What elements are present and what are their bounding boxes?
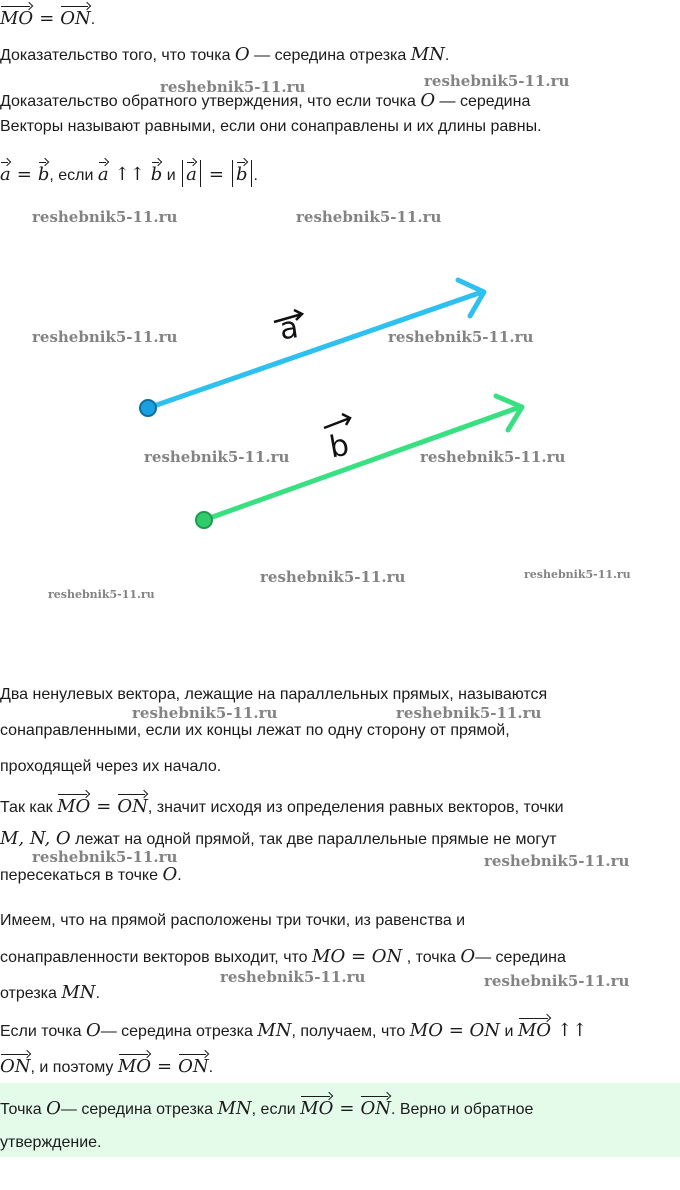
codirected-line-2: сонаправленными, если их концы лежат по одну сторону от прямой,	[0, 722, 510, 739]
conclusion-line-2: утверждение.	[0, 1134, 102, 1151]
watermark: reshebnik5-11.ru	[396, 704, 542, 722]
watermark: reshebnik5-11.ru	[420, 448, 566, 466]
vector-on: ON	[60, 4, 91, 30]
since-line-1: Так как MO = ON, значит исходя из определения равных векторов, точки	[0, 792, 564, 819]
have-line-2: сонаправленности векторов выходит, что MO = ON , точка O— середина	[0, 946, 566, 967]
proof-heading-2: Доказательство обратного утверждения, что если точка O — середина	[0, 90, 531, 111]
watermark: reshebnik5-11.ru	[388, 328, 534, 346]
vector-b-label: b	[326, 427, 352, 466]
top-vector-equation: MO = ON.	[0, 4, 95, 31]
proof-heading-1: Доказательство того, что точка O — середина отрезка MN.	[0, 44, 450, 65]
watermark: reshebnik5-11.ru	[32, 848, 178, 866]
watermark: reshebnik5-11.ru	[484, 852, 630, 870]
equal-vectors-formula: a = b, если a ↑↑ b и a = b .	[0, 160, 258, 187]
have-line-3: отрезка MN.	[0, 982, 100, 1003]
equal-vectors-definition: Векторы называют равными, если они сонаправлены и их длины равны.	[0, 118, 542, 135]
vector-a-label: a	[277, 310, 301, 348]
codirected-line-3: проходящей через их начало.	[0, 758, 222, 775]
conclusion-line-1: Точка O— середина отрезка MN, если MO = ON. Верно и обратное	[0, 1094, 533, 1121]
vector-a-line	[148, 292, 482, 408]
watermark: reshebnik5-11.ru	[220, 968, 366, 986]
have-line-1: Имеем, что на прямой расположены три точки, из равенства и	[0, 912, 466, 929]
watermark: reshebnik5-11.ru	[296, 208, 442, 226]
watermark: reshebnik5-11.ru	[32, 328, 178, 346]
vector-b-start-dot	[196, 512, 212, 528]
watermark: reshebnik5-11.ru	[160, 78, 306, 96]
watermark: reshebnik5-11.ru	[484, 972, 630, 990]
since-line-3: пересекаться в точке O.	[0, 864, 182, 885]
codirected-line-1: Два ненулевых вектора, лежащие на параллельных прямых, называются	[0, 686, 548, 703]
vector-a-start-dot	[140, 400, 156, 416]
watermark: reshebnik5-11.ru	[32, 208, 178, 226]
vector-mo: MO	[0, 4, 33, 30]
watermark: reshebnik5-11.ru	[48, 588, 155, 601]
watermark: reshebnik5-11.ru	[260, 568, 406, 586]
converse-line-2: ON, и поэтому MO = ON.	[0, 1052, 213, 1079]
equal-vectors-diagram	[0, 230, 680, 560]
since-line-2: M, N, O лежат на одной прямой, так две параллельные прямые не могут	[0, 828, 557, 849]
watermark: reshebnik5-11.ru	[424, 72, 570, 90]
watermark: reshebnik5-11.ru	[524, 568, 631, 581]
watermark: reshebnik5-11.ru	[144, 448, 290, 466]
converse-line-1: Если точка O— середина отрезка MN, получаем, что MO = ON и MO ↑↑	[0, 1016, 593, 1043]
vector-b-label-arrow	[324, 414, 350, 428]
watermark: reshebnik5-11.ru	[132, 704, 278, 722]
